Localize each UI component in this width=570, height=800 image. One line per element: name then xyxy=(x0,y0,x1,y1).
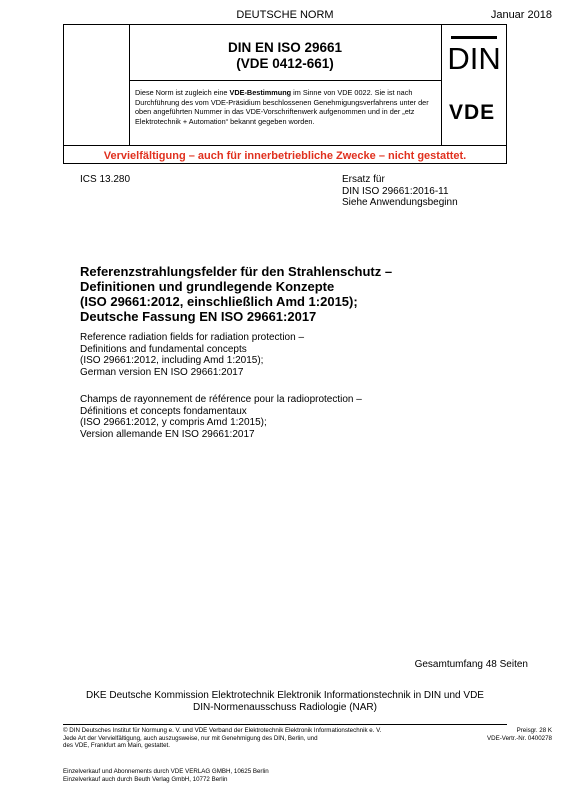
copyright-line: Jede Art der Vervielfältigung, auch auszugsweise, nur mit Genehmigung des DIN, Berlin, und xyxy=(63,734,318,742)
committee-info xyxy=(0,690,570,713)
frame-divider-bottom xyxy=(63,145,507,146)
ics-code: ICS 13.280 xyxy=(80,174,131,185)
vde-notice-intro: Diese Norm ist zugleich eine xyxy=(135,88,230,97)
title-english xyxy=(80,332,500,378)
frame-divider-right xyxy=(441,24,442,145)
publication-date: Januar 2018 xyxy=(490,9,552,21)
vde-logo: VDE xyxy=(449,101,496,124)
total-pages: Gesamtumfang 48 Seiten xyxy=(414,659,528,670)
vde-notice xyxy=(135,88,437,126)
document-type-label: DEUTSCHE NORM xyxy=(236,9,334,21)
vde-classification: (VDE 0412-661) xyxy=(236,56,334,71)
copyright-line: © DIN Deutsches Institut für Normung e. V. und VDE Verband der Elektrotechnik Elektronik Informationstechnik e. V. xyxy=(63,727,382,734)
title-french-line: Version allemande EN ISO 29661:2017 xyxy=(80,428,255,440)
copyright-notice xyxy=(63,727,443,750)
committee-dke: DKE Deutsche Kommission Elektrotechnik Elektronik Informationstechnik in DIN und VDE xyxy=(86,690,484,701)
title-english-line: German version EN ISO 29661:2017 xyxy=(80,366,244,378)
din-logo-graphic xyxy=(447,36,501,76)
vde-order-number: VDE-Vertr.-Nr. 0400278 xyxy=(487,734,552,742)
application-start-note: Siehe Anwendungsbeginn xyxy=(342,197,458,208)
standard-number-block xyxy=(129,40,441,72)
frame-divider-title xyxy=(129,80,441,81)
title-french xyxy=(80,394,520,440)
price-info xyxy=(487,727,552,742)
title-english-line: Reference radiation fields for radiation protection – xyxy=(80,332,305,343)
title-french-line: Définitions et concepts fondamentaux xyxy=(80,405,247,417)
title-german xyxy=(80,264,500,324)
sales-info xyxy=(63,768,269,785)
copyright-line: des VDE, Frankfurt am Main, gestattet. xyxy=(63,742,170,750)
standard-number: DIN EN ISO 29661 xyxy=(227,40,343,55)
title-german-line: Referenzstrahlungsfelder für den Strahlenschutz – xyxy=(80,264,393,279)
title-german-line: Definitionen und grundlegende Konzepte xyxy=(80,279,335,294)
sales-line: Einzelverkauf und Abonnements durch VDE VERLAG GMBH, 10625 Berlin xyxy=(63,768,269,775)
replacement-info xyxy=(342,174,458,209)
footer-divider xyxy=(63,724,507,725)
title-english-line: Definitions and fundamental concepts xyxy=(80,343,247,355)
vde-notice-body: im Sinne von VDE 0022. Sie ist nach Durchführung des vom VDE-Präsidium beschlossenen Genehmigungsverfahrens unter der oben angeführten Nummer in das VDE-Vorschriftenwerk aufgenommen und in der „etz Elektrotechnik + Automation“ bekannt gegeben worden. xyxy=(135,88,429,126)
title-french-line: Champs de rayonnement de référence pour la radioprotection – xyxy=(80,394,362,405)
copy-warning: Vervielfältigung – auch für innerbetriebliche Zwecke – nicht gestattet. xyxy=(103,150,467,162)
committee-nar: DIN-Normenausschuss Radiologie (NAR) xyxy=(193,701,377,713)
vde-notice-bold: VDE-Bestimmung xyxy=(229,88,292,97)
title-french-line: (ISO 29661:2012, y compris Amd 1:2015); xyxy=(80,417,267,428)
din-logo-text: DIN xyxy=(447,41,501,76)
replaced-standard: DIN ISO 29661:2016-11 xyxy=(342,185,449,197)
replacement-label: Ersatz für xyxy=(342,174,385,185)
title-german-line: Deutsche Fassung EN ISO 29661:2017 xyxy=(80,309,317,324)
sales-line: Einzelverkauf auch durch Beuth Verlag GmbH, 10772 Berlin xyxy=(63,776,228,784)
price-group: Preisgr. 28 K xyxy=(516,727,552,734)
title-german-line: (ISO 29661:2012, einschließlich Amd 1:2015); xyxy=(80,294,358,309)
title-english-line: (ISO 29661:2012, including Amd 1:2015); xyxy=(80,355,264,366)
din-logo xyxy=(447,36,501,76)
